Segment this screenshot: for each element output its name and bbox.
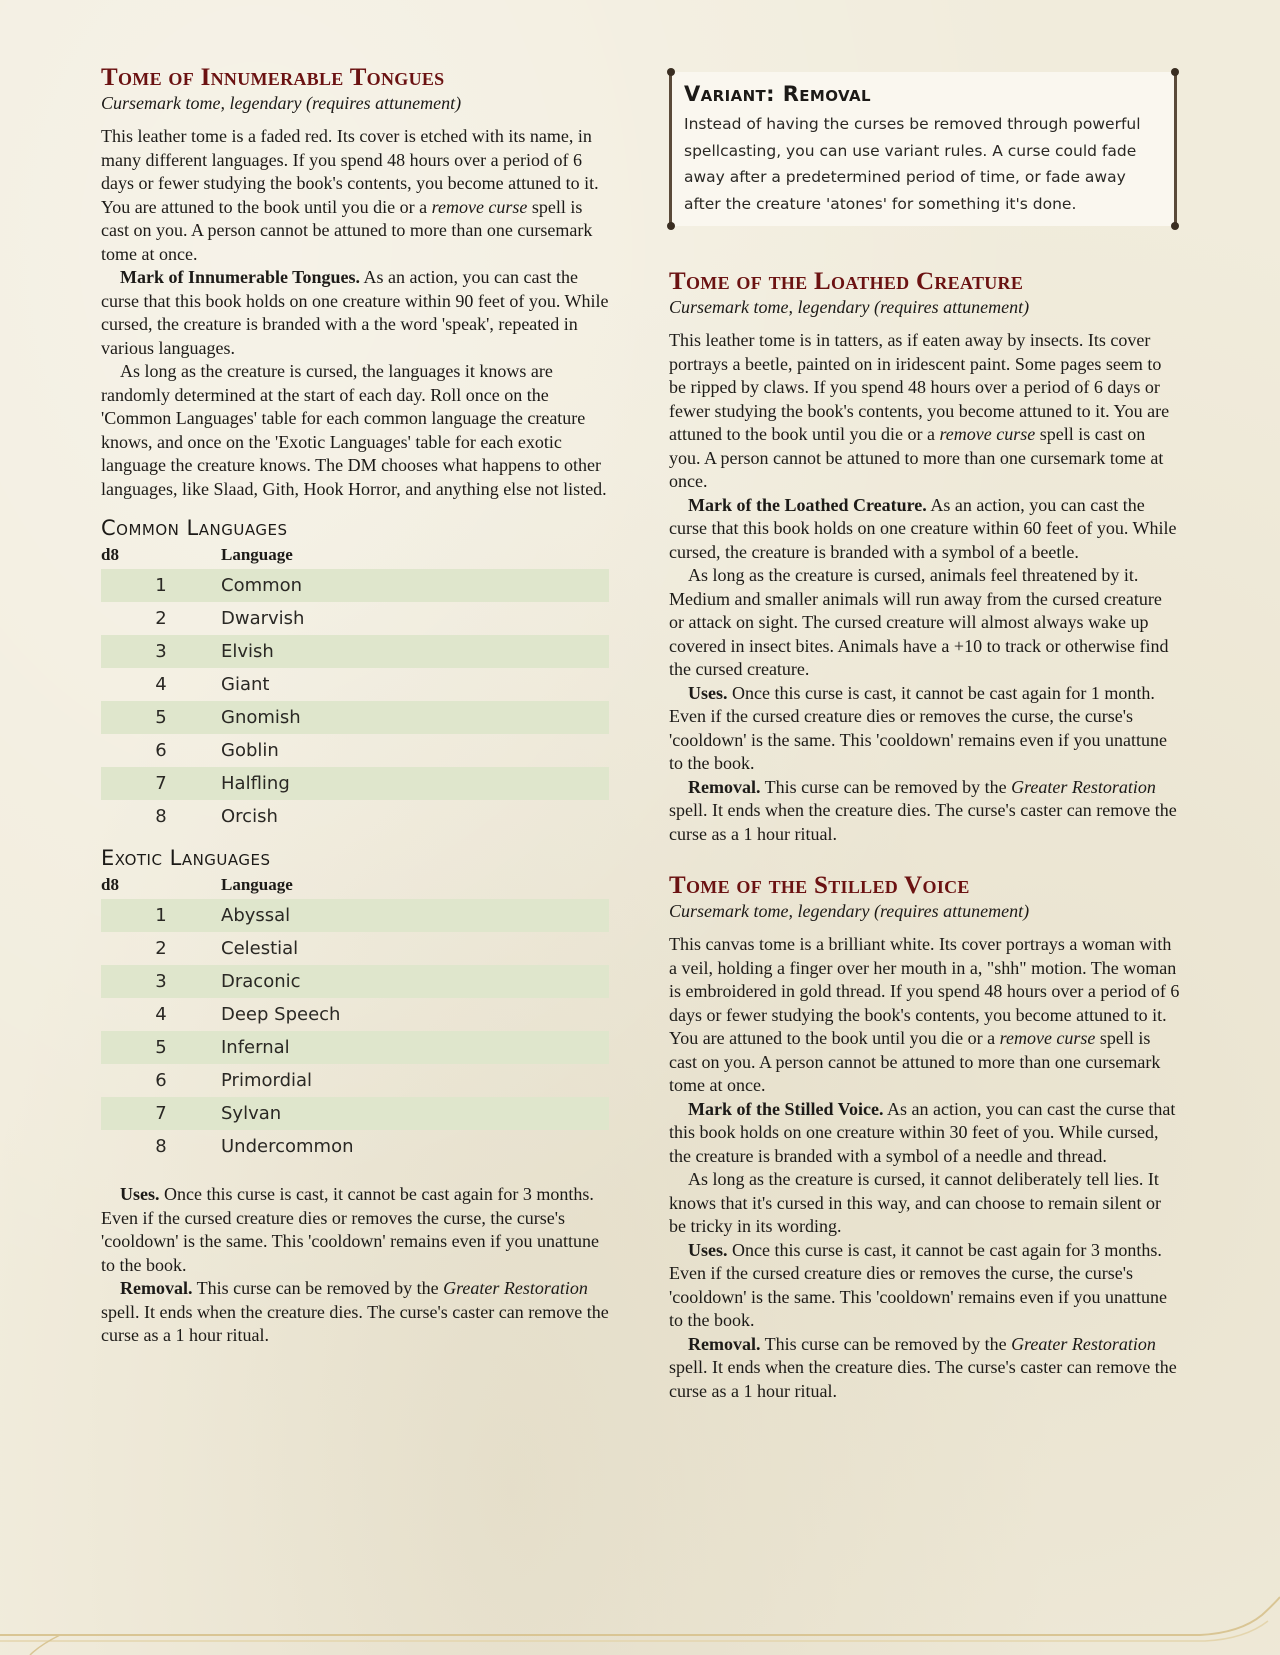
right-column: [669, 268, 1181, 1403]
table-row: 8 Orcish: [155, 806, 278, 827]
table-row: 1 Common: [101, 569, 609, 602]
effect-paragraph: As long as the creature is cursed, it cannot deliberately tell lies. It knows that it's cursed in this way, and can choose to remain silent or be tricky in its wording.: [669, 1169, 1161, 1236]
table-row: 8 Undercommon: [155, 1136, 354, 1157]
uses-paragraph: Uses. Once this curse is cast, it cannot be cast again for 3 months. Even if the cursed creature dies or removes the curse, the curse's 'cooldown' is the same. This 'cooldown' remains even if you unattune to the book.: [669, 1239, 1168, 1330]
footer-ornament: [0, 1595, 1280, 1655]
tome-subtitle: Cursemark tome, legendary (requires attunement): [669, 297, 1030, 317]
table-row: 5 Gnomish: [101, 701, 609, 734]
tome-title: Tome of the Stilled Voice: [669, 872, 970, 899]
table-row: 7 Sylvan: [101, 1097, 609, 1130]
table-header-d8: d8: [101, 875, 119, 894]
exotic-languages-title: Exotic Languages: [101, 846, 271, 870]
tome-title: Tome of Innumerable Tongues: [101, 64, 445, 91]
table-row: 5 Infernal: [101, 1031, 609, 1064]
table-row: 2 Celestial: [155, 938, 299, 959]
variant-text: Instead of having the curses be removed through powerful spellcasting, you can use variant rules. A curse could fade away after a predetermined period of time, or fade away after the creature 'atones' for something it's done.: [684, 115, 1141, 213]
tome-subtitle: Cursemark tome, legendary (requires attunement): [101, 93, 462, 113]
uses-paragraph: Uses. Once this curse is cast, it cannot be cast again for 1 month. Even if the cursed creature dies or removes the curse, the curse's 'cooldown' is the same. This 'cooldown' remains even if you unattune to the book.: [669, 682, 1168, 773]
left-column: [101, 64, 609, 1348]
mark-paragraph: Mark of the Stilled Voice. As an action, you can cast the curse that this book holds on one creature within 30 feet of you. While cursed, the creature is branded with a symbol of a needle and thread.: [669, 1098, 1176, 1166]
table-row: 6 Primordial: [155, 1070, 313, 1091]
table-row: 3 Draconic: [101, 965, 609, 998]
common-languages-table: [101, 541, 609, 833]
tome-subtitle: Cursemark tome, legendary (requires attunement): [669, 901, 1030, 921]
table-header-language: Language: [221, 545, 293, 564]
table-row: 2 Dwarvish: [155, 608, 305, 629]
variant-title: Variant: Removal: [684, 82, 871, 106]
table-row: 3 Elvish: [101, 635, 609, 668]
tome-description: This leather tome is a faded red. Its cover is etched with its name, in many different languages. If you spend 48 hours over a period of 6 days or fewer studying the book's contents, you become attuned to it. You are attuned to the book until you die or a remove curse spell is cast on you. A person cannot be attuned to more than one cursemark tome at once.: [101, 126, 599, 264]
mark-paragraph: Mark of the Loathed Creature. As an action, you can cast the curse that this book holds on one creature within 60 feet of you. While cursed, the creature is branded with a symbol of a beetle.: [669, 494, 1177, 562]
exotic-languages-table: [101, 871, 609, 1163]
tome-description: This leather tome is in tatters, as if eaten away by insects. Its cover portrays a beetle, painted on in iridescent paint. Some pages seem to be ripped by claws. If you spend 48 hours over a period of 6 days or fewer studying the book's contents, you become attuned to it. You are attuned to the book until you die or a remove curse spell is cast on you. A person cannot be attuned to more than one cursemark tome at once.: [669, 330, 1170, 491]
mark-paragraph: Mark of Innumerable Tongues. As an action, you can cast the curse that this book holds on one creature within 90 feet of you. While cursed, the creature is branded with a the word 'speak', repeated in various languages.: [101, 267, 609, 358]
table-header-language: Language: [221, 875, 293, 894]
table-row: 7 Halfling: [101, 767, 609, 800]
removal-paragraph: Removal. This curse can be removed by the Greater Restoration spell. It ends when the creature dies. The curse's caster can remove the curse as a 1 hour ritual.: [101, 1278, 609, 1345]
table-header-d8: d8: [101, 545, 119, 564]
removal-paragraph: Removal. This curse can be removed by the Greater Restoration spell. It ends when the creature dies. The curse's caster can remove the curse as a 1 hour ritual.: [669, 776, 1177, 844]
common-languages-title: Common Languages: [101, 516, 288, 540]
tome-title: Tome of the Loathed Creature: [669, 268, 1024, 295]
table-row: 4 Deep Speech: [155, 1004, 341, 1025]
variant-sidebar-box: [669, 72, 1177, 226]
effect-paragraph: As long as the creature is cursed, animals feel threatened by it. Medium and smaller animals will run away from the cursed creature or attack on sight. The cursed creature will almost always wake up covered in insect bites. Animals have a +10 to track or otherwise find the cursed creature.: [669, 565, 1169, 679]
uses-paragraph: Uses. Once this curse is cast, it cannot be cast again for 3 months. Even if the cursed creature dies or removes the curse, the curse's 'cooldown' is the same. This 'cooldown' remains even if you unattune to the book.: [101, 1184, 600, 1275]
table-row: 6 Goblin: [155, 740, 279, 761]
table-row: 4 Giant: [155, 674, 270, 695]
table-row: 1 Abyssal: [101, 899, 609, 932]
tome-description: This canvas tome is a brilliant white. Its cover portrays a woman with a veil, holding a finger over her mouth in a, "shh" motion. The woman is embroidered in gold thread. If you spend 48 hours over a period of 6 days or fewer studying the book's contents, you become attuned to it. You are attuned to the book until you die or a remove curse spell is cast on you. A person cannot be attuned to more than one cursemark tome at once.: [669, 934, 1180, 1095]
effect-paragraph: As long as the creature is cursed, the languages it knows are randomly determined at the start of each day. Roll once on the 'Common Languages' table for each common language the creature knows, and once on the 'Exotic Languages' table for each exotic language the creature knows. The DM chooses what happens to other languages, like Slaad, Gith, Hook Horror, and anything else not listed.: [101, 361, 607, 499]
removal-paragraph: Removal. This curse can be removed by the Greater Restoration spell. It ends when the creature dies. The curse's caster can remove the curse as a 1 hour ritual.: [669, 1333, 1177, 1401]
